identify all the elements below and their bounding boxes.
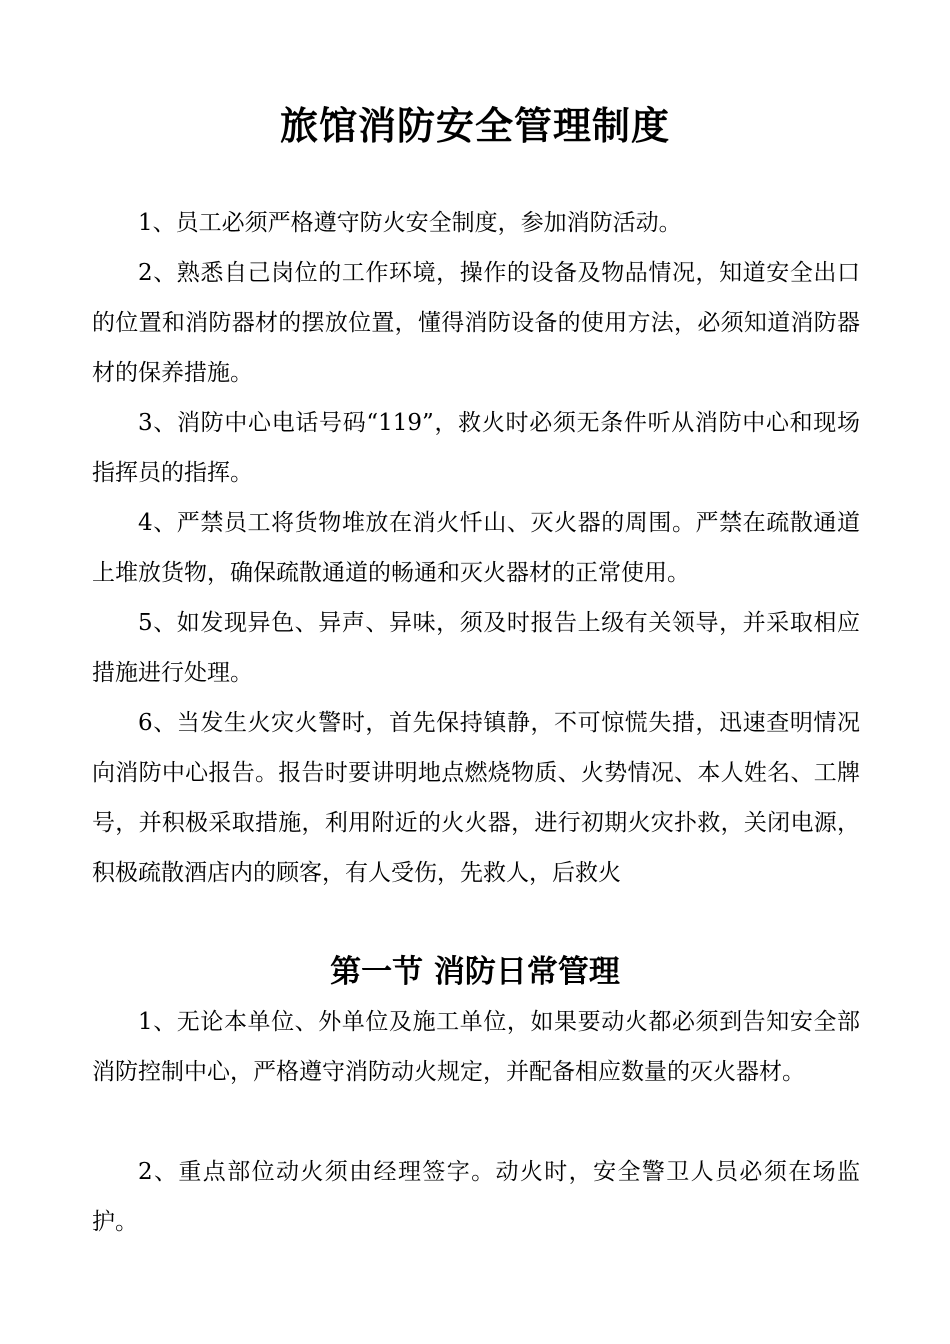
rule-paragraph-5: 5、如发现异色、异声、异味，须及时报告上级有关领导，并采取相应措施进行处理。 <box>92 610 860 686</box>
section-paragraph-2: 2、重点部位动火须由经理签字。动火时，安全警卫人员必须在场监护。 <box>92 1159 860 1235</box>
rule-paragraph-4: 4、严禁员工将货物堆放在消火忏山、灭火器的周围。严禁在疏散通道上堆放货物，确保疏散通道的畅通和灭火器材的正常使用。 <box>92 510 860 586</box>
section-title: 第一节 消防日常管理 <box>330 954 620 990</box>
rule-paragraph-3: 3、消防中心电话号码“119”，救火时必须无条件听从消防中心和现场指挥员的指挥。 <box>92 410 860 486</box>
rule-paragraph-1: 1、员工必须严格遵守防火安全制度，参加消防活动。 <box>138 210 682 236</box>
section-paragraph-1: 1、无论本单位、外单位及施工单位，如果要动火都必须到告知安全部消防控制中心，严格遵守消防动火规定，并配备相应数量的灭火器材。 <box>92 1009 860 1085</box>
document-title: 旅馆消防安全管理制度 <box>279 103 670 148</box>
rule-paragraph-6: 6、当发生火灾火警时，首先保持镇静，不可惊慌失措，迅速查明情况向消防中心报告。报告时要讲明地点燃烧物质、火势情况、本人姓名、工牌号，并积极采取措施，利用附近的火火器，进行初期火灾扑救，关闭电源，积极疏散酒店内的顾客，有人受伤，先救人，后救火 <box>92 710 860 886</box>
rule-paragraph-2: 2、熟悉自己岗位的工作环境，操作的设备及物品情况，知道安全出口的位置和消防器材的摆放位置，懂得消防设备的使用方法，必须知道消防器材的保养措施。 <box>92 260 860 386</box>
